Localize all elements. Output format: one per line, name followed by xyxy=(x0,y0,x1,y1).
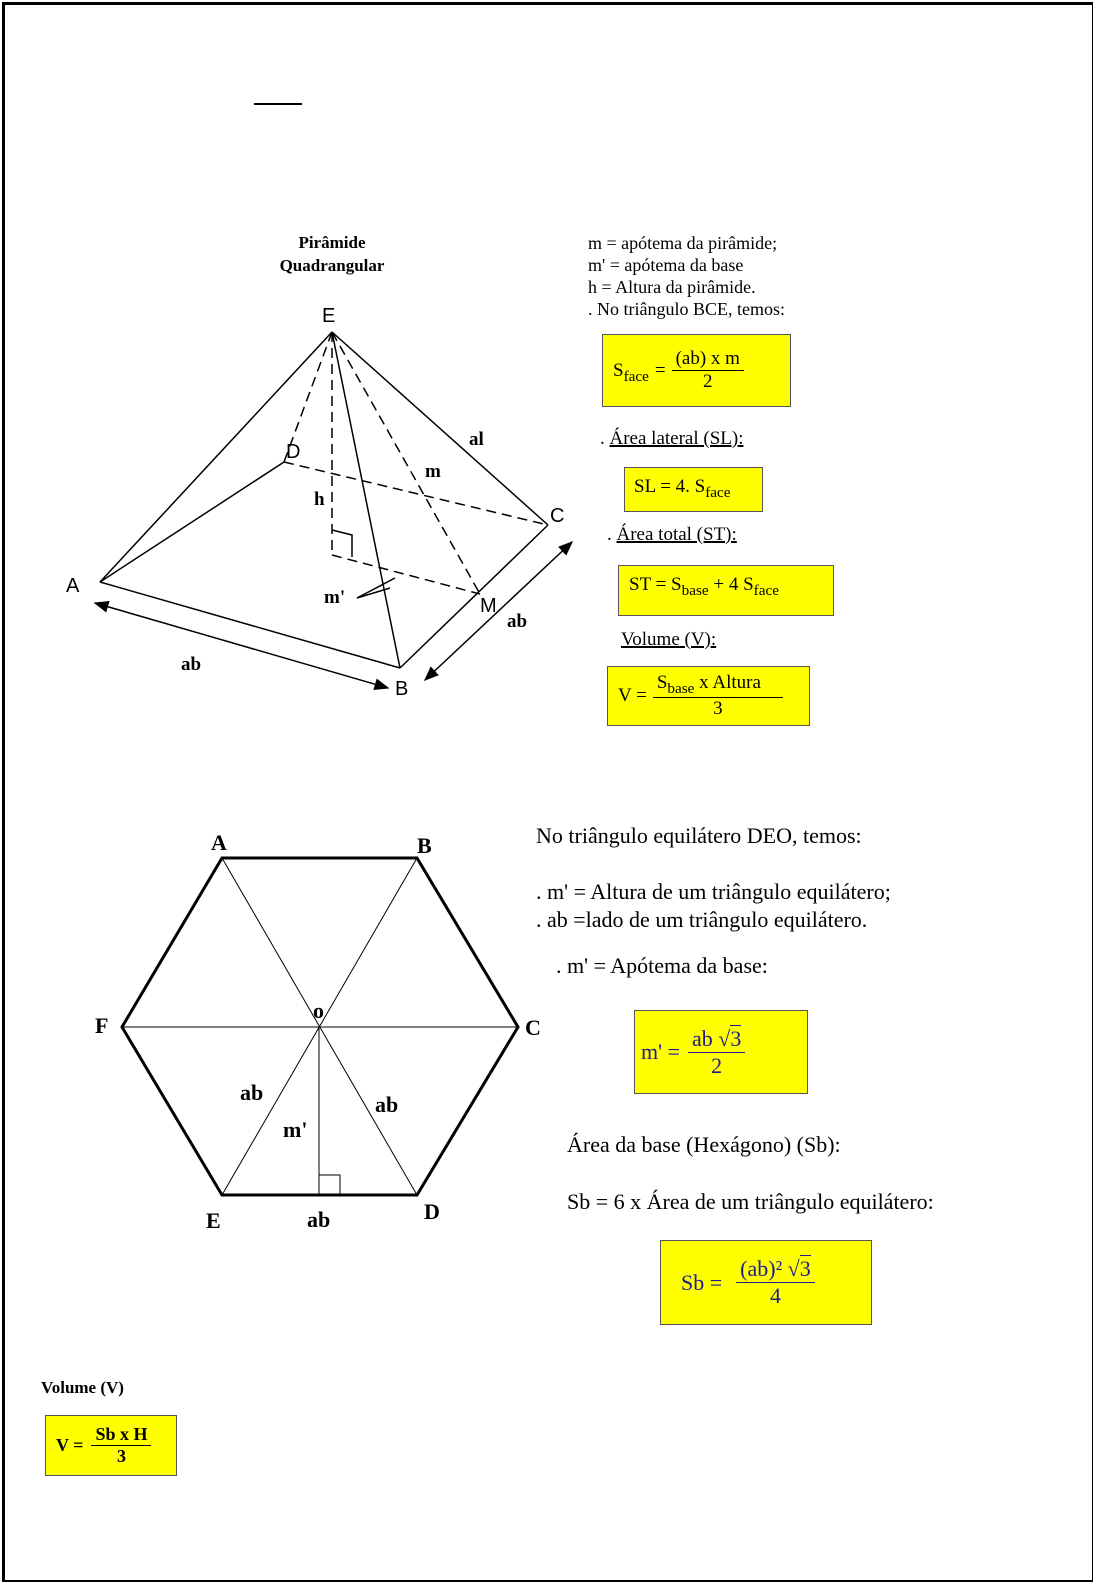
lateral-area-formula xyxy=(624,467,763,512)
formula-text: SL = 4. S xyxy=(634,476,706,497)
final-volume-heading: Volume (V) xyxy=(41,1378,124,1397)
label-ab-side: ab xyxy=(507,611,528,632)
bullet: . xyxy=(607,524,617,545)
def-line: . No triângulo BCE, temos: xyxy=(588,299,785,319)
formula-denominator: 3 xyxy=(713,698,723,720)
label-h: h xyxy=(314,489,325,510)
heading-text: Volume (V): xyxy=(621,629,717,650)
base-area-line: Sb = 6 x Área de um triângulo equilátero: xyxy=(567,1189,934,1214)
base-area-heading: Área da base (Hexágono) (Sb): xyxy=(567,1132,841,1157)
vertex-label-e: E xyxy=(322,305,336,327)
label-al: al xyxy=(469,429,484,450)
text-line: . m' = Apótema da base: xyxy=(556,953,768,978)
heading-text: Área lateral (SL): xyxy=(609,428,744,449)
formula-s: S xyxy=(656,671,668,693)
volume-heading xyxy=(621,629,716,651)
hex-label-d: D xyxy=(424,1199,440,1224)
title-line-1: Pirâmide xyxy=(298,233,366,252)
hex-label-b: B xyxy=(417,833,432,858)
formula-numerator: ab xyxy=(691,1025,713,1051)
def-line: m' = apótema da base xyxy=(588,255,744,275)
hex-label-ab-bottom: ab xyxy=(307,1207,331,1232)
formula-lhs: Sb = xyxy=(681,1269,723,1295)
pyramid-volume-formula xyxy=(607,666,810,726)
hex-label-e: E xyxy=(206,1208,221,1233)
total-area-heading xyxy=(607,524,737,546)
def-line: m = apótema da pirâmide; xyxy=(588,233,778,253)
label-m-prime: m' xyxy=(324,587,346,608)
hex-label-f: F xyxy=(95,1013,109,1038)
formula-num-rest: x Altura xyxy=(694,671,761,693)
hexagon-explanation xyxy=(536,822,891,980)
formula-denominator: 3 xyxy=(116,1446,126,1466)
text-line: . m' = Altura de um triângulo equilátero; xyxy=(536,879,891,904)
hexagon-diagram xyxy=(95,830,541,1233)
formula-lhs: V = xyxy=(618,685,647,706)
pyramid-definitions xyxy=(588,232,785,320)
formula-root: 3 xyxy=(799,1256,811,1281)
base-apothem-formula: m' = $\frac{ab √3}{2}$ xyxy=(634,1010,808,1094)
def-line: h = Altura da pirâmide. xyxy=(588,277,756,297)
formula-numerator: (ab) x m xyxy=(672,348,744,371)
vertex-label-a: A xyxy=(66,575,80,597)
base-area-formula: Sb = $\frac{\text{(ab)² √3}}{4}$ xyxy=(660,1240,872,1325)
formula-plus: + 4 S xyxy=(708,574,754,595)
formula-root: 3 xyxy=(730,1025,742,1051)
formula-lhs: m' = xyxy=(641,1039,680,1064)
formula-sub: face xyxy=(705,483,731,501)
label-ab-front: ab xyxy=(181,654,202,675)
formula-sub: face xyxy=(753,581,779,599)
hex-label-ab-right: ab xyxy=(375,1092,399,1117)
hex-label-a: A xyxy=(211,830,227,855)
formula-denominator: 4 xyxy=(769,1283,781,1308)
formula-eq: = xyxy=(654,359,666,381)
formula-sub: face xyxy=(623,367,649,385)
title-line-2: Quadrangular xyxy=(279,256,385,275)
formula-lhs: V = xyxy=(56,1435,84,1455)
hex-label-o: o xyxy=(313,998,324,1023)
text-line: . ab =lado de um triângulo equilátero. xyxy=(536,907,868,932)
lateral-area-heading xyxy=(600,428,743,450)
final-volume-formula xyxy=(45,1415,177,1476)
bullet: . xyxy=(600,428,610,449)
hex-label-c: C xyxy=(525,1015,541,1040)
label-m: m xyxy=(425,461,441,482)
vertex-label-b: B xyxy=(395,678,409,700)
heading-text: Área total (ST): xyxy=(616,524,737,545)
formula-numerator: Sb x H xyxy=(91,1424,151,1446)
vertex-label-d: D xyxy=(286,441,301,463)
formula-sub: base xyxy=(667,679,695,697)
text-line: No triângulo equilátero DEO, temos: xyxy=(536,823,862,848)
face-area-formula xyxy=(602,334,791,407)
formula-s: S xyxy=(613,359,624,381)
point-label-m: M xyxy=(480,595,497,617)
formula-sub: base xyxy=(681,581,709,599)
formula-text: ST = S xyxy=(629,574,682,595)
formula-denominator: 2 xyxy=(711,1052,723,1078)
total-area-formula xyxy=(618,565,834,616)
formula-numerator: (ab)² xyxy=(740,1256,783,1281)
formula-denominator: 2 xyxy=(703,371,713,392)
hex-label-m-prime: m' xyxy=(283,1117,308,1142)
vertex-label-c: C xyxy=(550,505,565,527)
hex-label-ab-left: ab xyxy=(240,1080,264,1105)
